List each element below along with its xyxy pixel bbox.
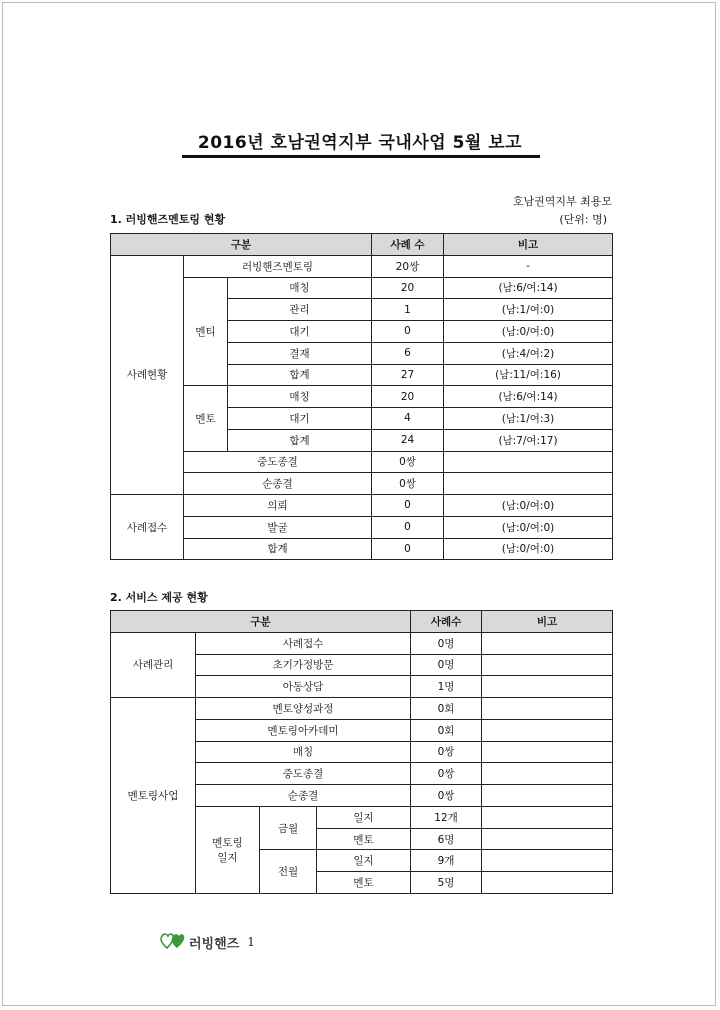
row-label: 사례접수 bbox=[196, 632, 411, 654]
row-count: 0 bbox=[372, 538, 444, 560]
row-note: (남:7/여:17) bbox=[444, 429, 613, 451]
row-count: 6 bbox=[372, 342, 444, 364]
row-count: 20쌍 bbox=[372, 255, 444, 277]
row-label: 관리 bbox=[228, 299, 372, 321]
table-row bbox=[111, 255, 613, 277]
row-label: 러빙핸즈멘토링 bbox=[184, 255, 372, 277]
heart-hands-logo-icon bbox=[160, 930, 186, 954]
row-count: 0쌍 bbox=[411, 785, 482, 807]
row-note bbox=[482, 828, 613, 850]
header-note: 비고 bbox=[482, 611, 613, 633]
row-label: 의뢰 bbox=[184, 495, 372, 517]
row-note bbox=[482, 763, 613, 785]
row-count: 0쌍 bbox=[372, 451, 444, 473]
table-header-row bbox=[111, 611, 613, 633]
group-mentee: 멘티 bbox=[184, 277, 228, 386]
row-count: 12개 bbox=[411, 806, 482, 828]
row-note: (남:0/여:0) bbox=[444, 495, 613, 517]
mentoring-status-table bbox=[110, 233, 613, 560]
page-number: 1 bbox=[247, 935, 255, 949]
table-row bbox=[111, 538, 613, 560]
row-note bbox=[482, 654, 613, 676]
row-label: 일지 bbox=[317, 806, 411, 828]
row-count: 24 bbox=[372, 429, 444, 451]
row-count: 5명 bbox=[411, 872, 482, 894]
group-case-status: 사례현황 bbox=[111, 255, 184, 494]
row-note bbox=[482, 719, 613, 741]
row-count: 1 bbox=[372, 299, 444, 321]
table-row bbox=[111, 632, 613, 654]
author: 호남권역지부 최용모 bbox=[512, 195, 612, 208]
table-row bbox=[111, 698, 613, 720]
logo-text: 러빙핸즈 bbox=[189, 936, 240, 952]
row-count: 4 bbox=[372, 408, 444, 430]
row-label: 매칭 bbox=[228, 386, 372, 408]
group-mentor: 멘토 bbox=[184, 386, 228, 451]
section2-heading: 2. 서비스 제공 현황 bbox=[110, 591, 208, 604]
row-label: 순종결 bbox=[196, 785, 411, 807]
row-label: 합계 bbox=[228, 429, 372, 451]
row-count: 6명 bbox=[411, 828, 482, 850]
row-count: 0명 bbox=[411, 654, 482, 676]
row-label: 매칭 bbox=[196, 741, 411, 763]
row-note bbox=[482, 850, 613, 872]
row-label: 결재 bbox=[228, 342, 372, 364]
row-label: 합계 bbox=[228, 364, 372, 386]
row-count: 0 bbox=[372, 495, 444, 517]
group-this-month: 금월 bbox=[260, 806, 317, 850]
header-count: 사례수 bbox=[411, 611, 482, 633]
row-label: 초기가정방문 bbox=[196, 654, 411, 676]
row-count: 0회 bbox=[411, 719, 482, 741]
row-label: 일지 bbox=[317, 850, 411, 872]
row-note: - bbox=[444, 255, 613, 277]
table-row bbox=[111, 277, 613, 299]
row-note: (남:1/여:0) bbox=[444, 299, 613, 321]
header-category: 구분 bbox=[111, 611, 411, 633]
row-count: 1명 bbox=[411, 676, 482, 698]
row-count: 0명 bbox=[411, 632, 482, 654]
header-category: 구분 bbox=[111, 234, 372, 256]
row-count: 20 bbox=[372, 386, 444, 408]
row-count: 27 bbox=[372, 364, 444, 386]
row-note bbox=[482, 741, 613, 763]
row-count: 20 bbox=[372, 277, 444, 299]
page-title: 2016년 호남권역지부 국내사업 5월 보고 bbox=[197, 133, 523, 153]
row-label: 아동상담 bbox=[196, 676, 411, 698]
row-label: 대기 bbox=[228, 408, 372, 430]
row-label: 합계 bbox=[184, 538, 372, 560]
row-note bbox=[482, 872, 613, 894]
row-note: (남:0/여:0) bbox=[444, 516, 613, 538]
row-note bbox=[482, 785, 613, 807]
row-label: 멘토 bbox=[317, 872, 411, 894]
journal-label-line1: 멘토링 bbox=[212, 836, 243, 849]
group-case-manage: 사례관리 bbox=[111, 632, 196, 697]
row-count: 0회 bbox=[411, 698, 482, 720]
row-count: 0쌍 bbox=[411, 763, 482, 785]
row-note bbox=[444, 451, 613, 473]
row-label: 중도종결 bbox=[184, 451, 372, 473]
service-status-table bbox=[110, 610, 613, 894]
header-count: 사례 수 bbox=[372, 234, 444, 256]
row-note: (남:1/여:3) bbox=[444, 408, 613, 430]
row-note: (남:6/여:14) bbox=[444, 386, 613, 408]
row-note: (남:4/여:2) bbox=[444, 342, 613, 364]
row-note bbox=[444, 473, 613, 495]
row-note bbox=[482, 676, 613, 698]
group-journal bbox=[196, 806, 260, 893]
row-label: 발굴 bbox=[184, 516, 372, 538]
journal-label-line2: 일지 bbox=[217, 851, 238, 864]
row-count: 9개 bbox=[411, 850, 482, 872]
row-note: (남:6/여:14) bbox=[444, 277, 613, 299]
row-count: 0 bbox=[372, 516, 444, 538]
row-count: 0쌍 bbox=[411, 741, 482, 763]
title-underline bbox=[182, 155, 540, 158]
row-note bbox=[482, 806, 613, 828]
row-label: 매칭 bbox=[228, 277, 372, 299]
group-case-intake: 사례접수 bbox=[111, 495, 184, 560]
group-mentoring: 멘토링사업 bbox=[111, 698, 196, 894]
section1-heading: 1. 러빙핸즈멘토링 현황 bbox=[110, 213, 226, 226]
table-row bbox=[111, 495, 613, 517]
group-last-month: 전월 bbox=[260, 850, 317, 894]
row-label: 중도종결 bbox=[196, 763, 411, 785]
row-note: (남:0/여:0) bbox=[444, 321, 613, 343]
row-count: 0 bbox=[372, 321, 444, 343]
row-note bbox=[482, 632, 613, 654]
row-note bbox=[482, 698, 613, 720]
table-row bbox=[111, 451, 613, 473]
row-label: 순종결 bbox=[184, 473, 372, 495]
header-note: 비고 bbox=[444, 234, 613, 256]
unit-label: (단위: 명) bbox=[559, 213, 607, 226]
footer bbox=[160, 930, 255, 954]
row-label: 대기 bbox=[228, 321, 372, 343]
row-note: (남:11/여:16) bbox=[444, 364, 613, 386]
row-label: 멘토양성과정 bbox=[196, 698, 411, 720]
table-header-row bbox=[111, 234, 613, 256]
row-count: 0쌍 bbox=[372, 473, 444, 495]
row-label: 멘토링아카데미 bbox=[196, 719, 411, 741]
row-label: 멘토 bbox=[317, 828, 411, 850]
table-row bbox=[111, 516, 613, 538]
table-row bbox=[111, 473, 613, 495]
table-row bbox=[111, 386, 613, 408]
row-note: (남:0/여:0) bbox=[444, 538, 613, 560]
